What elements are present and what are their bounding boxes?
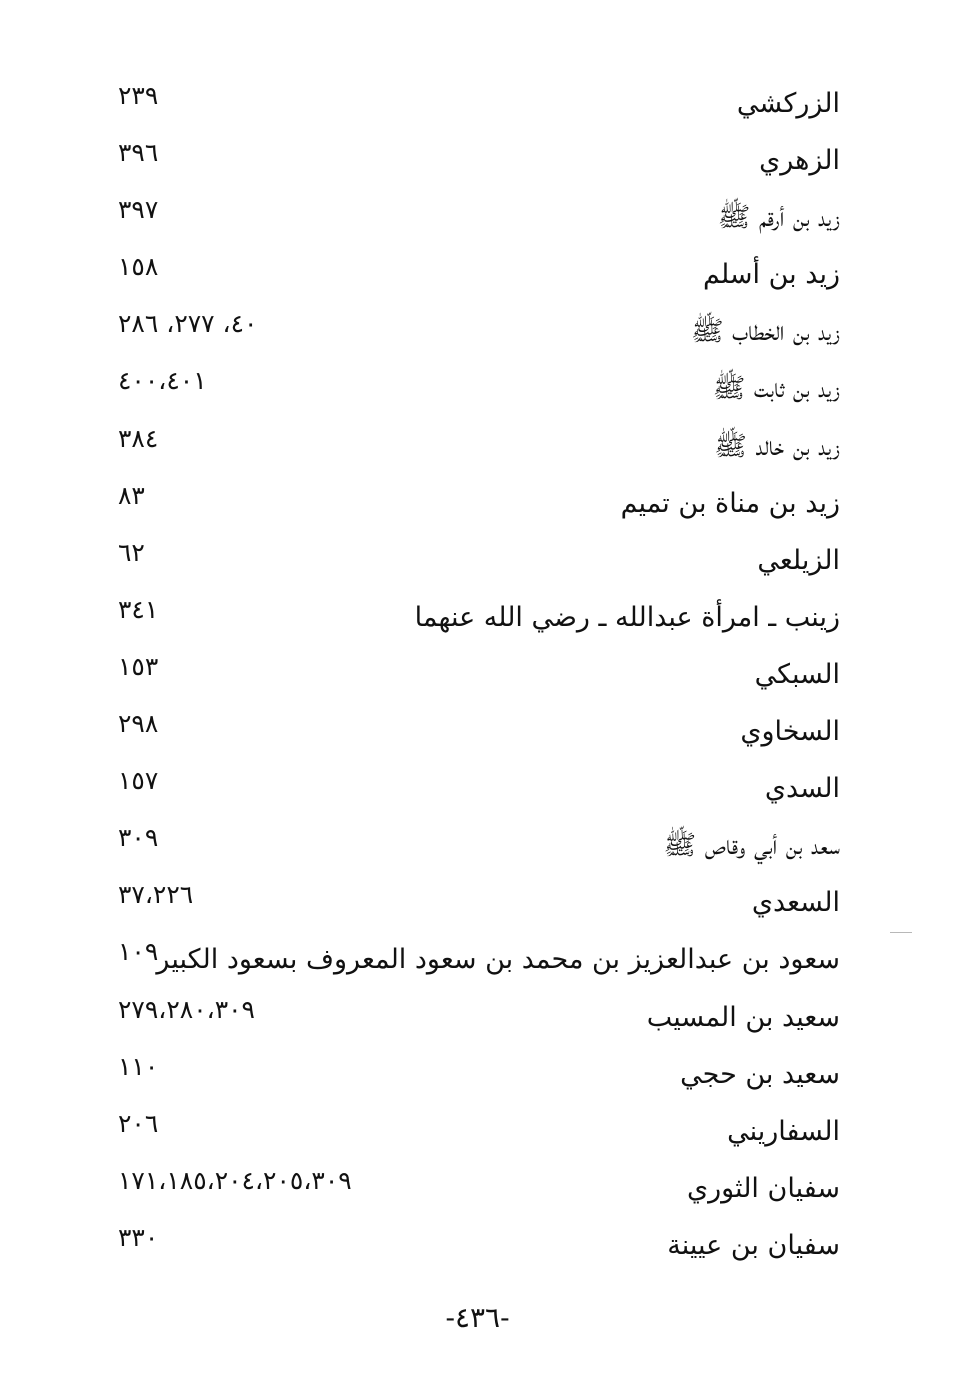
index-entry <box>110 649 840 706</box>
name-index-list <box>110 78 840 1277</box>
entry-name: السعدي <box>751 887 840 919</box>
entry-pages: ٢٧٩،٢٨٠،٣٠٩ <box>118 994 255 1024</box>
entry-pages: ٨٣ <box>118 480 145 510</box>
entry-name: السدي <box>764 773 840 805</box>
entry-pages: ٤٠٠،٤٠١ <box>118 366 207 396</box>
entry-name: الزيلعي <box>757 544 840 576</box>
entry-pages: ٣٩٧ <box>118 195 159 225</box>
index-entry <box>110 249 840 306</box>
entry-pages: ٤٠، ٢٧٧، ٢٨٦ <box>118 309 258 339</box>
entry-pages: ١٧١،١٨٥،٢٠٤،٢٠٥،٣٠٩ <box>118 1165 352 1195</box>
entry-pages: ١٠٩ <box>118 937 159 967</box>
entry-pages: ٢٠٦ <box>118 1108 159 1138</box>
entry-name: زيد بن الخطاب ﷺ <box>690 316 840 348</box>
index-entry <box>110 1049 840 1106</box>
entry-pages: ٣٠٩ <box>118 823 159 853</box>
entry-name: زيد بن مناة بن تميم <box>620 487 840 519</box>
entry-pages: ١٥٨ <box>118 252 159 282</box>
entry-name: سعود بن عبدالعزيز بن محمد بن سعود المعروف بسعود الكبير <box>156 944 840 976</box>
index-entry <box>110 478 840 535</box>
index-entry <box>110 763 840 820</box>
index-entry <box>110 363 840 420</box>
entry-pages: ٣٤١ <box>118 594 159 624</box>
page-number: -٤٣٦- <box>445 1301 510 1334</box>
index-entry <box>110 421 840 478</box>
entry-pages: ١٥٣ <box>118 651 159 681</box>
index-entry <box>110 592 840 649</box>
entry-name: زيد بن ثابت ﷺ <box>712 373 840 405</box>
entry-name: السفاريني <box>727 1115 840 1147</box>
entry-pages: ٢٩٨ <box>118 709 159 739</box>
entry-pages: ١٥٧ <box>118 766 159 796</box>
index-entry <box>110 877 840 934</box>
index-entry <box>110 934 840 991</box>
index-entry <box>110 706 840 763</box>
index-entry <box>110 1163 840 1220</box>
entry-name: سعيد بن المسيب <box>646 1001 840 1033</box>
entry-name: زينب ـ امرأة عبدالله ـ رضي الله عنهما <box>414 601 840 633</box>
entry-name: الزركشي <box>736 88 840 119</box>
entry-pages: ٢٣٩ <box>118 81 159 110</box>
index-entry <box>110 78 840 135</box>
entry-name: سعد بن أبي وقاص ﷺ <box>663 830 840 862</box>
entry-name: سعيد بن حجي <box>680 1058 840 1090</box>
entry-pages: ١١٠ <box>118 1051 159 1081</box>
index-entry <box>110 535 840 592</box>
index-entry <box>110 992 840 1049</box>
entry-pages: ٣٨٤ <box>118 423 159 453</box>
entry-name: زيد بن أسلم <box>703 259 840 291</box>
index-entry <box>110 306 840 363</box>
index-entry <box>110 1106 840 1163</box>
index-entry <box>110 820 840 877</box>
index-entry <box>110 135 840 192</box>
margin-mark <box>890 932 912 933</box>
index-entry <box>110 192 840 249</box>
entry-name: زيد بن أرقم ﷺ <box>717 202 840 234</box>
entry-name: الزهري <box>759 145 840 177</box>
entry-pages: ٦٢ <box>118 537 145 567</box>
entry-pages: ٣٧،٢٢٦ <box>118 880 194 910</box>
entry-name: سفيان الثوري <box>686 1172 840 1204</box>
entry-pages: ٣٣٠ <box>118 1222 159 1252</box>
entry-name: السخاوي <box>740 716 840 748</box>
entry-name: زيد بن خالد ﷺ <box>714 430 840 462</box>
entry-pages: ٣٩٦ <box>118 138 159 168</box>
entry-name: السبكي <box>754 658 840 690</box>
index-entry <box>110 1220 840 1277</box>
entry-name: سفيان بن عيينة <box>667 1229 840 1261</box>
